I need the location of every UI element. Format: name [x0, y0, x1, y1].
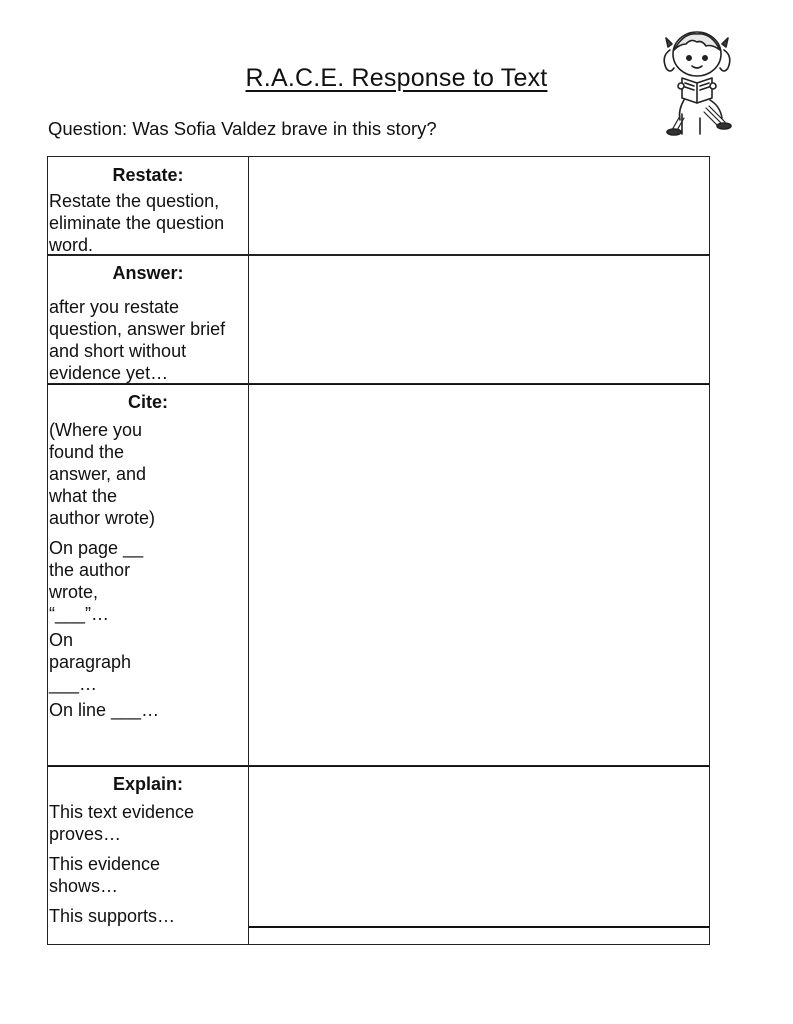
answer-instruction-2: question, answer brief	[49, 319, 226, 339]
explain-response-area[interactable]	[249, 766, 709, 928]
answer-row	[47, 254, 710, 385]
explain-prompt-1b: proves…	[49, 824, 122, 844]
explain-heading: Explain:	[112, 774, 183, 794]
cite-intro-1: (Where you	[49, 420, 143, 440]
explain-prompt-2a: This evidence	[49, 854, 161, 874]
cite-heading: Cite:	[128, 392, 168, 412]
cite-line-1: On line ___…	[49, 700, 160, 720]
cite-intro-5: author wrote)	[49, 508, 156, 528]
cite-paragraph-1: On	[49, 630, 74, 650]
restate-row	[47, 156, 710, 256]
cite-page-1: On page __	[49, 538, 144, 558]
girl-reading-book-icon	[660, 28, 734, 136]
answer-prompt-cell	[48, 255, 249, 383]
restate-instruction-1: Restate the question,	[49, 191, 220, 211]
cite-intro-2: found the	[49, 442, 125, 462]
cite-paragraph-3: ___…	[49, 674, 98, 694]
answer-instruction-3: and short without	[49, 341, 187, 361]
cite-page-2: the author	[49, 560, 131, 580]
answer-heading: Answer:	[112, 263, 184, 283]
explain-prompt-1a: This text evidence	[49, 802, 195, 822]
cite-prompt-cell	[48, 384, 249, 765]
restate-heading: Restate:	[112, 165, 184, 185]
page-title: R.A.C.E. Response to Text	[245, 64, 548, 92]
answer-instruction-4: evidence yet…	[49, 363, 169, 383]
restate-instruction-3: word.	[49, 235, 94, 255]
explain-prompt-cell	[48, 766, 249, 944]
restate-response-area[interactable]	[249, 157, 709, 255]
cite-paragraph-2: paragraph	[49, 652, 132, 672]
question-text: Question: Was Sofia Valdez brave in this story?	[48, 118, 437, 139]
cite-page-4: “___”…	[49, 604, 110, 624]
cite-intro-3: answer, and	[49, 464, 147, 484]
answer-response-area[interactable]	[249, 255, 709, 383]
explain-prompt-2b: shows…	[49, 876, 119, 896]
cite-row	[47, 383, 710, 767]
restate-instruction-2: eliminate the question	[49, 213, 225, 233]
explain-prompt-3: This supports…	[49, 906, 176, 926]
restate-prompt-cell	[48, 157, 249, 255]
cite-intro-4: what the	[49, 486, 118, 506]
answer-instruction-1: after you restate	[49, 297, 180, 317]
cite-page-3: wrote,	[49, 582, 99, 602]
explain-row	[47, 765, 710, 945]
cite-response-area[interactable]	[249, 384, 709, 765]
